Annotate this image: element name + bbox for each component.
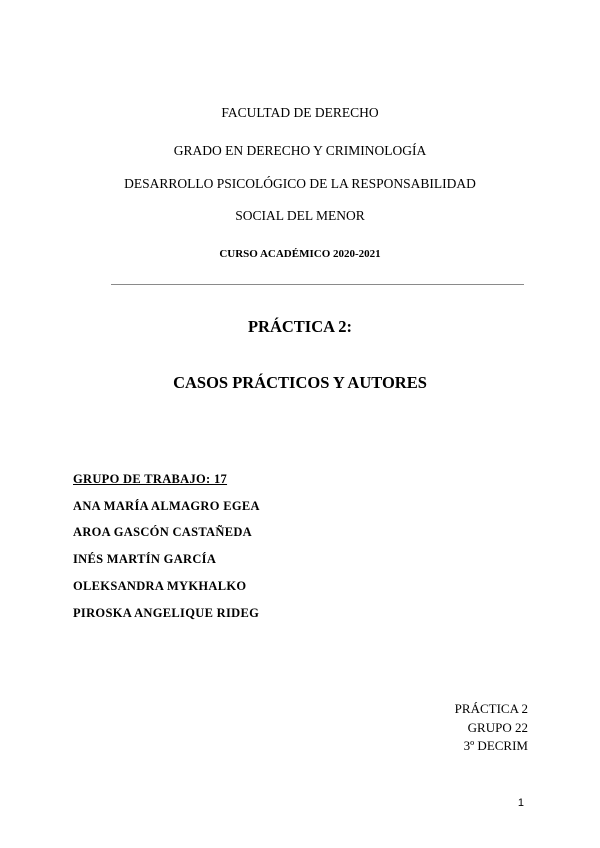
faculty-heading: FACULTAD DE DERECHO bbox=[221, 105, 379, 120]
horizontal-divider bbox=[111, 284, 524, 285]
work-group-label: GRUPO DE TRABAJO: 17 bbox=[73, 472, 228, 486]
subject-heading-line2: SOCIAL DEL MENOR bbox=[235, 208, 365, 223]
degree-heading: GRADO EN DERECHO Y CRIMINOLOGÍA bbox=[173, 143, 427, 158]
group-member: INÉS MARTÍN GARCÍA bbox=[73, 552, 217, 566]
group-member: AROA GASCÓN CASTAÑEDA bbox=[73, 525, 253, 539]
practice-topic: CASOS PRÁCTICOS Y AUTORES bbox=[173, 373, 427, 392]
footer-info-block bbox=[455, 700, 528, 756]
page-number: 1 bbox=[517, 797, 524, 809]
footer-course: 3º DECRIM bbox=[463, 738, 528, 753]
group-member: OLEKSANDRA MYKHALKO bbox=[73, 579, 247, 593]
subject-heading-line1: DESARROLLO PSICOLÓGICO DE LA RESPONSABILIDAD bbox=[124, 176, 476, 191]
group-member: PIROSKA ANGELIQUE RIDEG bbox=[73, 606, 260, 620]
footer-practice: PRÁCTICA 2 bbox=[454, 701, 528, 716]
footer-group: GRUPO 22 bbox=[467, 719, 528, 735]
academic-year: CURSO ACADÉMICO 2020-2021 bbox=[219, 248, 381, 260]
group-member: ANA MARÍA ALMAGRO EGEA bbox=[73, 499, 260, 513]
practice-title: PRÁCTICA 2: bbox=[247, 317, 353, 336]
